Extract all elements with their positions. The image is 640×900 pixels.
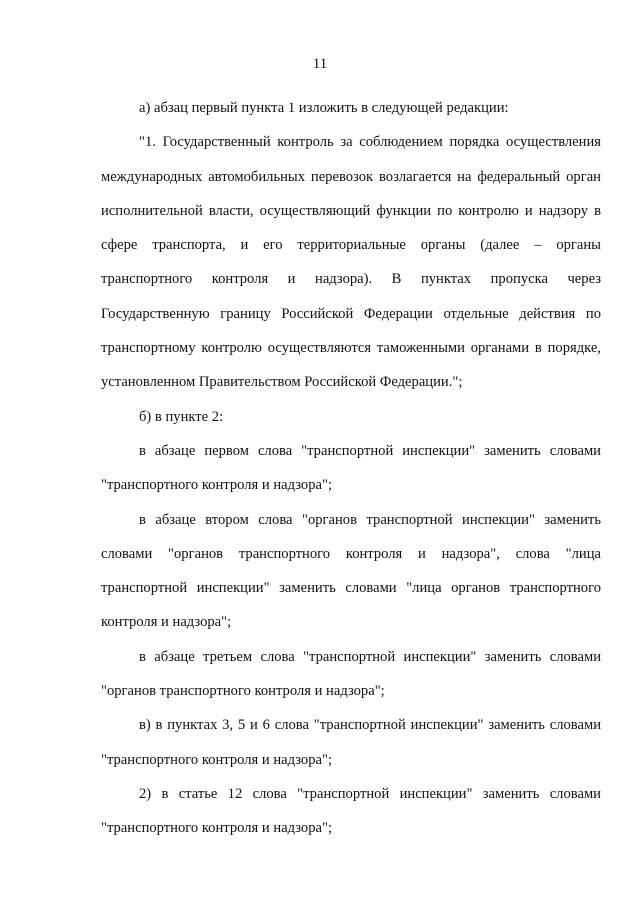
paragraph-subitem-3: в абзаце третьем слова "транспортной инспекции" заменить словами "органов транспортного контроля и надзора"; (101, 648, 601, 700)
page-number: 11 (312, 56, 328, 72)
paragraph-item-a: а) абзац первый пункта 1 изложить в следующей редакции: (139, 100, 509, 116)
paragraph-item-c: в) в пунктах 3, 5 и 6 слова "транспортной инспекции" заменить словами "транспортного контроля и надзора"; (101, 717, 601, 768)
paragraph-article-12: 2) в статье 12 слова "транспортной инспекции" заменить словами "транспортного контроля и надзора"; (101, 785, 601, 837)
paragraph-subitem-2: в абзаце втором слова "органов транспортной инспекции" заменить словами "органов транспортного контроля и надзора", слова "лица транспортной инспекции" заменить словами "лица органов транспортного контроля и надзора"; (101, 511, 601, 631)
document-body (101, 91, 601, 846)
paragraph-quoted-clause: "1. Государственный контроль за соблюдением порядка осуществления международных автомобильных перевозок возлагается на федеральный орган исполнительной власти, осуществляющий функции по контролю и надзору в сфере транспорта, и его территориальные органы (далее – органы транспортного контроля и надзора). В пунктах пропуска через Государственную границу Российской Федерации отдельные действия по транспортному контролю осуществляются таможенными органами в порядке, установленном Правительством Российской Федерации."; (101, 134, 601, 391)
paragraph-subitem-1: в абзаце первом слова "транспортной инспекции" заменить словами "транспортного контроля и надзора"; (101, 442, 601, 494)
paragraph-item-b: б) в пункте 2: (139, 408, 224, 425)
